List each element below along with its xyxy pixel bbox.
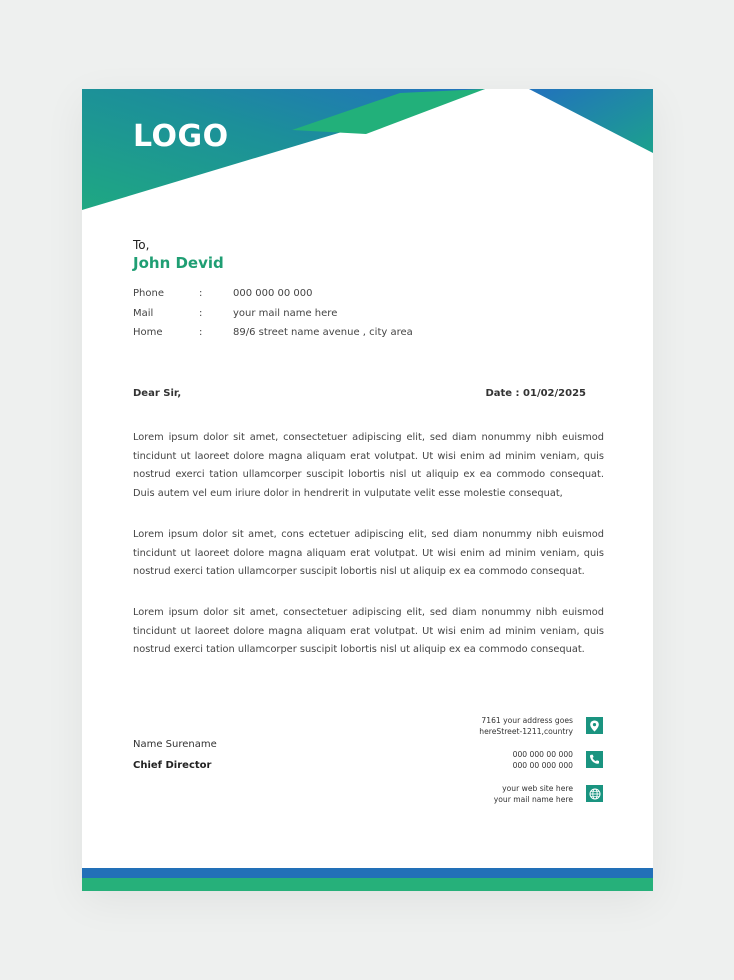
contact-row-mail [133, 308, 533, 328]
greeting: Dear Sir, [133, 388, 182, 399]
footer-phone [373, 749, 573, 771]
to-label: To, [133, 238, 150, 252]
contact-separator: : [199, 307, 203, 319]
footer-web-line-2: your mail name here [493, 795, 573, 804]
signer-name: Name Surename [133, 739, 217, 750]
footer-band-green [82, 878, 653, 891]
contact-value: your mail name here [233, 307, 338, 319]
footer-band-blue [82, 868, 653, 878]
body-paragraph-1: Lorem ipsum dolor sit amet, consectetuer adipiscing elit, sed diam nonummy nibh euismod tincidunt ut laoreet dolore magna aliquam erat volutpat. Ut wisi enim ad minim veniam, quis nostrud exerci tation ullamcorper suscipit lobortis nisl ut aliquip ex ea commodo consequat. Duis autem vel eum iriure dolor in hendrerit in vulputate velit esse molestie consequat, [133, 432, 604, 499]
contact-value: 000 000 00 000 [233, 288, 313, 299]
contact-separator: : [199, 327, 203, 338]
footer-phone-line-2: 000 00 000 000 [512, 761, 573, 770]
logo: LOGO [133, 119, 229, 154]
recipient-contacts [133, 288, 533, 347]
body-paragraph-3: Lorem ipsum dolor sit amet, consectetuer adipiscing elit, sed diam nonummy nibh euismod tincidunt ut laoreet dolore magna aliquam erat volutpat. Ut wisi enim ad minim veniam, quis nostrud exerci tation ullamcorper suscipit lobortis nisl ut aliquip ex ea commodo consequat. [133, 607, 604, 656]
footer-phone-line-1: 000 000 00 000 [512, 750, 573, 759]
contact-label: Mail [133, 307, 154, 319]
footer-web [373, 783, 573, 805]
footer-address [373, 715, 573, 737]
letterhead-page [82, 89, 653, 891]
recipient-name: John Devid [133, 254, 224, 272]
contact-value: 89/6 street name avenue , city area [233, 327, 413, 338]
letter-date: Date : 01/02/2025 [485, 388, 586, 399]
contact-row-phone [133, 288, 533, 308]
footer-address-line-1: 7161 your address goes [481, 716, 573, 725]
header-decoration [82, 89, 653, 219]
contact-separator: : [199, 288, 203, 299]
signer-title: Chief Director [133, 760, 212, 771]
header-shape-right [529, 89, 653, 153]
body-paragraph-2: Lorem ipsum dolor sit amet, cons ectetuer adipiscing elit, sed diam nonummy nibh euismod tincidunt ut laoreet dolore magna aliquam erat volutpat. Ut wisi enim ad minim veniam, quis nostrud exerci tation ullamcorper suscipit lobortis nisl ut aliquip ex ea commodo consequat. [133, 529, 604, 578]
footer-web-line-1: your web site here [502, 784, 573, 793]
footer-address-line-2: hereStreet-1211,country [479, 727, 573, 736]
contact-label: Home [133, 327, 163, 338]
globe-icon [586, 785, 603, 802]
contact-row-home [133, 327, 533, 347]
location-pin-icon [586, 717, 603, 734]
phone-icon [586, 751, 603, 768]
contact-label: Phone [133, 288, 164, 299]
